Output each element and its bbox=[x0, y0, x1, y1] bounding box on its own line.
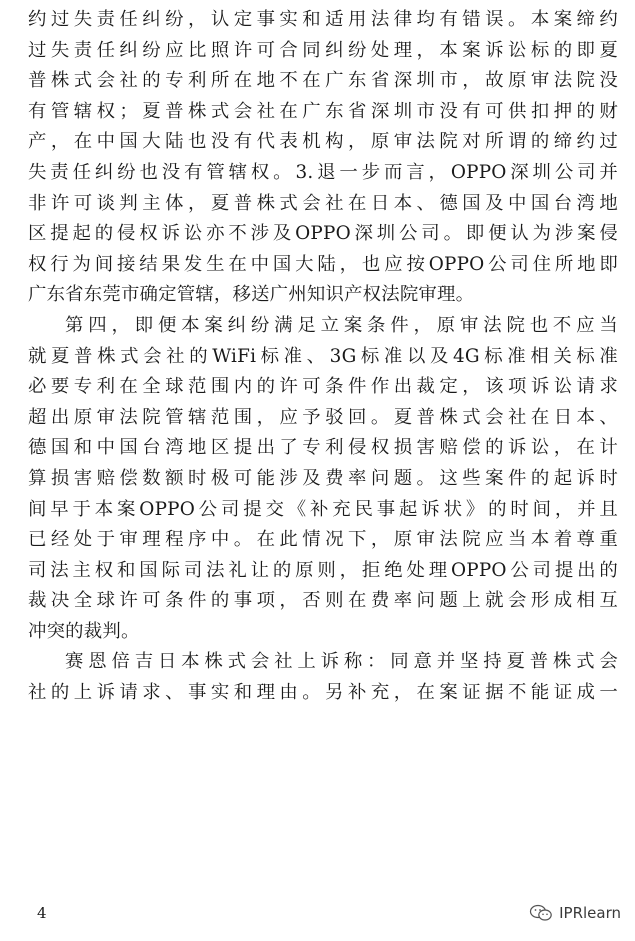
text-line: 第四，即便本案纠纷满足立案条件，原审法院也不应当 bbox=[65, 314, 618, 336]
text-line: 超出原审法院管辖范围，应予驳回。夏普株式会社在日本、 bbox=[28, 406, 618, 428]
text-line: 德国和中国台湾地区提出了专利侵权损害赔偿的诉讼，在计 bbox=[28, 437, 618, 459]
text-line: 司法主权和国际司法礼让的原则，拒绝处理OPPO公司提出的 bbox=[28, 559, 618, 581]
text-line: 已经处于审理程序中。在此情况下，原审法院应当本着尊重 bbox=[28, 529, 618, 551]
text-line: 裁决全球许可条件的事项，否则在费率问题上就会形成相互 bbox=[28, 590, 618, 612]
watermark bbox=[529, 904, 621, 922]
text-line: 区提起的侵权诉讼亦不涉及OPPO深圳公司。即便认为涉案侵 bbox=[28, 223, 618, 245]
text-line: 权行为间接结果发生在中国大陆，也应按OPPO公司住所地即 bbox=[28, 253, 618, 275]
text-line: 失责任纠纷也没有管辖权。3.退一步而言，OPPO深圳公司并 bbox=[28, 161, 618, 183]
text-line: 就夏普株式会社的WiFi标准、3G标准以及4G标准相关标准 bbox=[28, 345, 618, 367]
text-line: 普株式会社的专利所在地不在广东省深圳市，故原审法院没 bbox=[28, 70, 618, 92]
page-number: 4 bbox=[37, 904, 47, 922]
text-line: 约过失责任纠纷，认定事实和适用法律均有错误。本案缔约 bbox=[28, 9, 618, 30]
text-line: 广东省东莞市确定管辖，移送广州知识产权法院审理。 bbox=[28, 284, 475, 306]
wechat-icon bbox=[529, 904, 553, 922]
text-line: 赛恩倍吉日本株式会社上诉称：同意并坚持夏普株式会 bbox=[65, 651, 618, 673]
watermark-text: IPRlearn bbox=[559, 904, 621, 922]
text-line: 产，在中国大陆也没有代表机构，原审法院对所谓的缔约过 bbox=[28, 131, 618, 153]
text-line: 非许可谈判主体，夏普株式会社在日本、德国及中国台湾地 bbox=[28, 192, 618, 214]
text-line: 算损害赔偿数额时极可能涉及费率问题。这些案件的起诉时 bbox=[28, 467, 618, 489]
text-line: 冲突的裁判。 bbox=[28, 620, 140, 642]
text-line: 有管辖权；夏普株式会社在广东省深圳市没有可供扣押的财 bbox=[28, 100, 618, 122]
text-line: 过失责任纠纷应比照许可合同纠纷处理，本案诉讼标的即夏 bbox=[28, 39, 618, 61]
text-line: 社的上诉请求、事实和理由。另补充，在案证据不能证成一 bbox=[28, 682, 618, 704]
document-body bbox=[28, 5, 618, 709]
text-line: 必要专利在全球范围内的许可条件作出裁定，该项诉讼请求 bbox=[28, 376, 618, 398]
text-line: 间早于本案OPPO公司提交《补充民事起诉状》的时间，并且 bbox=[28, 498, 618, 520]
